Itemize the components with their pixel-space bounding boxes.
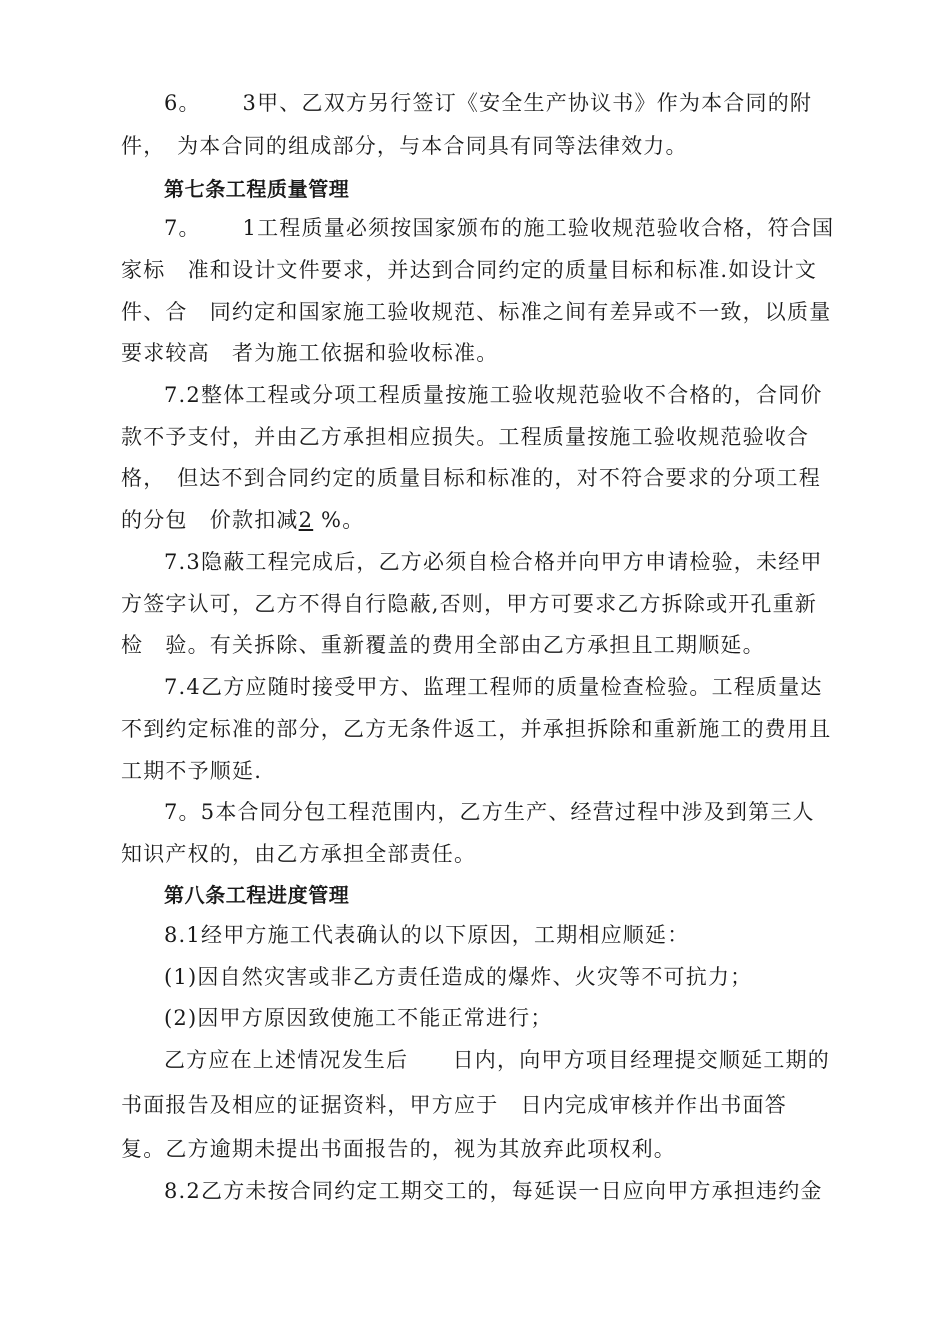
paragraph-8-1-note-line-2: 书面报告及相应的证据资料，甲方应于 日内完成审核并作出书面答: [121, 1093, 787, 1117]
paragraph-8-1-note-line-3: 复。乙方逾期未提出书面报告的，视为其放弃此项权利。: [121, 1137, 676, 1161]
paragraph-7-4-line-3: 工期不予顺延.: [121, 759, 263, 783]
paragraph-7-4-line-2: 不到约定标准的部分，乙方无条件返工，并承担拆除和重新施工的费用且: [121, 717, 832, 741]
paragraph-8-1-line-1: 8.1经甲方施工代表确认的以下原因，工期相应顺延：: [164, 923, 690, 947]
paragraph-7-2-line-1: 7.2整体工程或分项工程质量按施工验收规范验收不合格的，合同价: [164, 383, 823, 407]
section-heading-8: 第八条工程进度管理: [164, 883, 350, 907]
paragraph-8-2-line-1: 8.2乙方未按合同约定工期交工的，每延误一日应向甲方承担违约金: [164, 1179, 823, 1203]
deduction-suffix: %。: [313, 508, 365, 532]
deduction-percent-value: 2: [298, 508, 314, 532]
paragraph-8-1-item-1: (1)因自然灾害或非乙方责任造成的爆炸、火灾等不可抗力；: [164, 965, 753, 989]
paragraph-8-1-note-line-1: 乙方应在上述情况发生后 日内，向甲方项目经理提交顺延工期的: [164, 1048, 830, 1072]
paragraph-7-5-line-1: 7。5本合同分包工程范围内，乙方生产、经营过程中涉及到第三人: [164, 800, 815, 824]
paragraph-7-3-line-2: 方签字认可，乙方不得自行隐蔽,否则，甲方可要求乙方拆除或开孔重新: [121, 592, 818, 616]
paragraph-6-3-line-2: 件， 为本合同的组成部分，与本合同具有同等法律效力。: [121, 134, 688, 158]
paragraph-7-2-line-4: [121, 505, 364, 535]
paragraph-7-3-line-3: 检 验。有关拆除、重新覆盖的费用全部由乙方承担且工期顺延。: [121, 633, 765, 657]
paragraph-7-1-line-4: 要求较高 者为施工依据和验收标准。: [121, 341, 499, 365]
paragraph-6-3-line-1: 6。 3甲、乙双方另行签订《安全生产协议书》作为本合同的附: [164, 91, 813, 115]
paragraph-7-5-line-2: 知识产权的，由乙方承担全部责任。: [121, 842, 477, 866]
section-heading-7: 第七条工程质量管理: [164, 177, 350, 201]
paragraph-7-4-line-1: 7.4乙方应随时接受甲方、监理工程师的质量检查检验。工程质量达: [164, 675, 823, 699]
paragraph-7-1-line-2: 家标 准和设计文件要求，并达到合同约定的质量目标和标准.如设计文: [121, 258, 818, 282]
paragraph-7-2-line-2: 款不予支付，并由乙方承担相应损失。工程质量按施工验收规范验收合: [121, 425, 810, 449]
paragraph-7-1-line-3: 件、合 同约定和国家施工验收规范、标准之间有差异或不一致，以质量: [121, 300, 832, 324]
paragraph-7-1-line-1: 7。 1工程质量必须按国家颁布的施工验收规范验收合格，符合国: [164, 216, 835, 240]
paragraph-8-1-item-2: (2)因甲方原因致使施工不能正常进行；: [164, 1006, 553, 1030]
paragraph-7-2-line-3: 格， 但达不到合同约定的质量目标和标准的，对不符合要求的分项工程: [121, 466, 821, 490]
deduction-prefix: 的分包 价款扣减: [121, 508, 299, 532]
paragraph-7-3-line-1: 7.3隐蔽工程完成后，乙方必须自检合格并向甲方申请检验，未经甲: [164, 550, 823, 574]
